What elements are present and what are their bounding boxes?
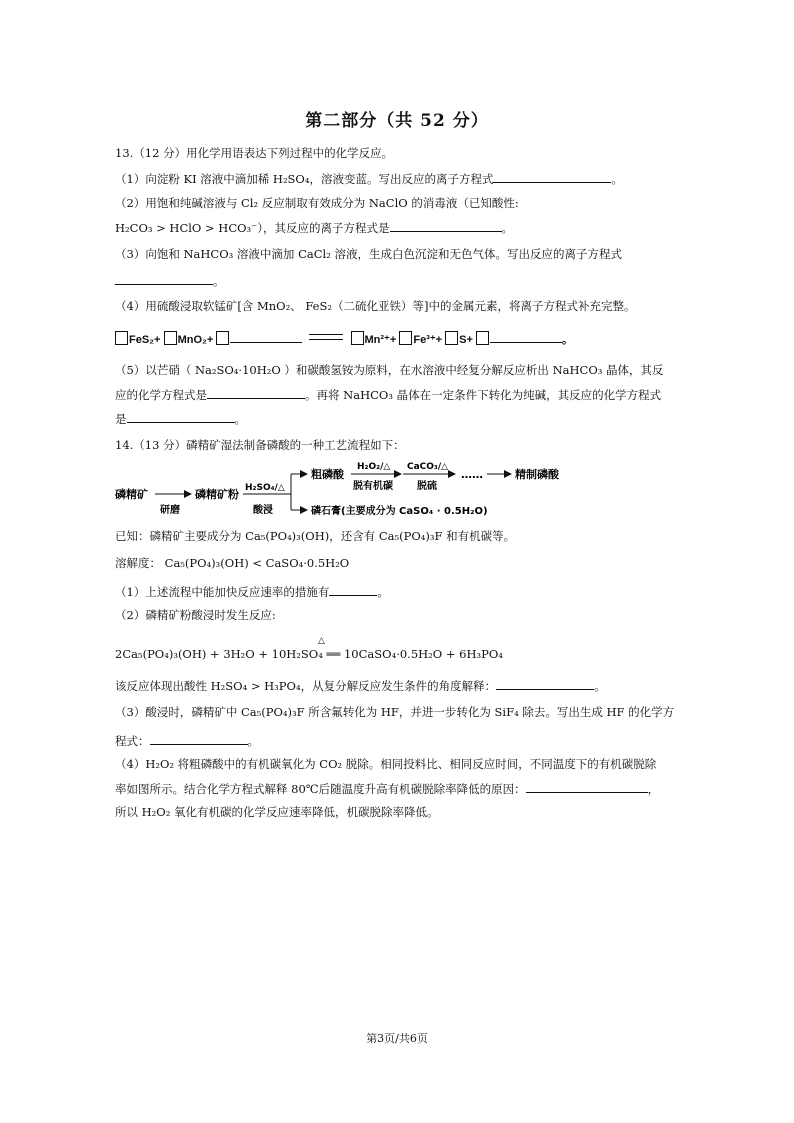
coefficient-box[interactable] [399, 331, 412, 345]
answer-blank[interactable] [127, 410, 235, 423]
q13-equation-fill: FeS₂+ MnO₂+ Mn²⁺+ Fe³⁺+ S+ 。 [115, 330, 573, 348]
q14-part2b: 该反应体现出酸性 H₂SO₄ > H₃PO₄，从复分解反应发生条件的角度解释： 。 [115, 679, 606, 693]
q13-part2b: H₂CO₃ > HClO > HCO₃⁻），其反应的离子方程式是 。 [115, 221, 513, 235]
answer-blank[interactable] [493, 170, 611, 183]
answer-blank[interactable] [526, 780, 648, 793]
answer-blank[interactable] [496, 677, 594, 690]
coefficient-box[interactable] [216, 331, 229, 345]
node-phosphate-ore: 磷精矿 [115, 488, 148, 501]
answer-blank[interactable] [390, 219, 502, 232]
coefficient-box[interactable] [115, 331, 128, 345]
q13-part5b: 应的化学方程式是 。再将 NaHCO₃ 晶体在一定条件下转化为纯碱，其反应的化学方程式 [115, 388, 662, 402]
answer-blank[interactable] [230, 330, 302, 343]
reagent-h2o2: H₂O₂/△ [357, 462, 391, 472]
reagent-h2so4: H₂SO₄/△ [245, 483, 285, 493]
answer-blank[interactable] [329, 583, 377, 596]
q13-part3: （3）向饱和 NaHCO₃ 溶液中滴加 CaCl₂ 溶液，生成白色沉淀和无色气体。写出反应的离子方程式 [115, 247, 622, 261]
q13-stem: 13.（12 分）用化学用语表达下列过程中的化学反应。 [115, 146, 394, 160]
step-decarbon: 脱有机碳 [353, 481, 393, 492]
q14-part3: （3）酸浸时，磷精矿中 Ca₅(PO₄)₃F 所含氟转化为 HF，并进一步转化为 SiF₄ 除去。写出生成 HF 的化学方 [115, 705, 675, 719]
q13-part5c: 是 。 [115, 412, 246, 426]
equals-sign [309, 334, 343, 340]
answer-blank[interactable] [490, 330, 562, 343]
node-phosphogypsum: 磷石膏(主要成分为 CaSO₄ · 0.5H₂O) [311, 506, 488, 517]
ellipsis: …… [461, 468, 483, 481]
q14-stem: 14.（13 分）磷精矿湿法制备磷酸的一种工艺流程如下： [115, 438, 405, 452]
answer-blank[interactable] [150, 732, 248, 745]
step-acid-leach: 酸浸 [253, 505, 273, 516]
q14-equation: 2Ca₅(PO₄)₃(OH) + 3H₂O + 10H₂SO₄ ══ 10CaSO₄·0.5H₂O + 6H₃PO₄ [115, 647, 503, 661]
page-footer: 第3页/共6页 [366, 1032, 428, 1045]
heat-condition: △ [318, 636, 325, 646]
answer-blank[interactable] [207, 386, 305, 399]
section-title: 第二部分（共 52 分） [305, 111, 489, 131]
q14-part4c: 所以 H₂O₂ 氧化有机碳的化学反应速率降低，机碳脱除率降低。 [115, 805, 439, 819]
step-desulfur: 脱硫 [417, 481, 437, 492]
q13-part4: （4）用硫酸浸取软锰矿[含 MnO₂、 FeS₂（二硫化亚铁）等]中的金属元素，将离子方程式补充完整。 [115, 299, 636, 313]
q14-part1: （1）上述流程中能加快反应速率的措施有 。 [115, 585, 389, 599]
q14-part3b: 程式： 。 [115, 734, 259, 748]
coefficient-box[interactable] [476, 331, 489, 345]
q13-part5a: （5）以芒硝（ Na₂SO₄·10H₂O ）和碳酸氢铵为原料，在水溶液中经复分解反应析出 NaHCO₃ 晶体，其反 [115, 363, 664, 377]
q14-part4b: 率如图所示。结合化学方程式解释 80℃后随温度升高有机碳脱除率降低的原因： ， [115, 782, 660, 796]
q14-part2: （2）磷精矿粉酸浸时发生反应: [115, 608, 276, 622]
node-ore-powder: 磷精矿粉 [195, 488, 239, 501]
q13-part1: （1）向淀粉 KI 溶液中滴加稀 H₂SO₄，溶液变蓝。写出反应的离子方程式 。 [115, 172, 623, 186]
q14-known: 已知：磷精矿主要成分为 Ca₅(PO₄)₃(OH)，还含有 Ca₅(PO₄)₃F 和有机碳等。 [115, 529, 516, 543]
process-flow-diagram [115, 458, 575, 520]
q13-part3-answer: 。 [115, 272, 225, 289]
q13-part2: （2）用饱和纯碱溶液与 Cl₂ 反应制取有效成分为 NaClO 的消毒液（已知酸性: [115, 196, 519, 210]
coefficient-box[interactable] [164, 331, 177, 345]
node-crude-acid: 粗磷酸 [311, 468, 344, 481]
q14-solubility: 溶解度： Ca₅(PO₄)₃(OH) < CaSO₄·0.5H₂O [115, 556, 350, 570]
answer-blank[interactable] [115, 272, 213, 285]
coefficient-box[interactable] [445, 331, 458, 345]
q14-part4a: （4）H₂O₂ 将粗磷酸中的有机碳氧化为 CO₂ 脱除。相同投料比、相同反应时间，不同温度下的有机碳脱除 [115, 757, 657, 771]
step-grind: 研磨 [160, 505, 180, 516]
node-refined-acid: 精制磷酸 [515, 468, 559, 481]
reagent-caco3: CaCO₃/△ [407, 462, 449, 472]
coefficient-box[interactable] [351, 331, 364, 345]
